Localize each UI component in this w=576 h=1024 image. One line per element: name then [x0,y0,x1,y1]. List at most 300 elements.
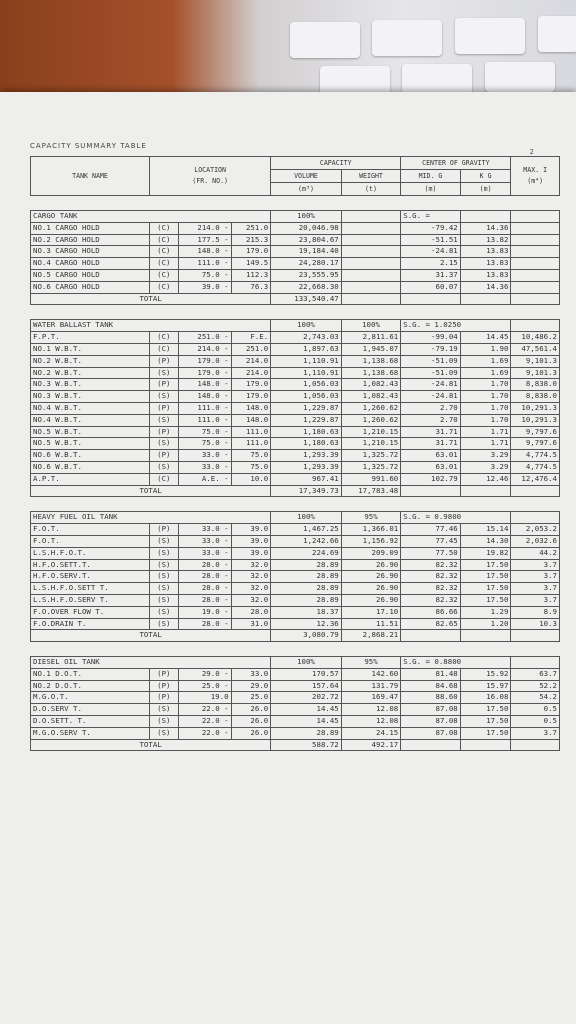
header-max-i: MAX. I (m⁴) [511,157,560,196]
volume-cell: 1,897.63 [271,343,342,355]
volume-cell: 14.45 [271,716,342,728]
tank-side: (S) [150,535,179,547]
document-title: CAPACITY SUMMARY TABLE [30,142,147,150]
table-row [31,355,560,367]
diesel-oil-table [30,656,560,751]
pct-volume: 100% [271,657,342,669]
location-from: 25.0 - [178,680,231,692]
kg-cell: 1.70 [460,402,511,414]
header-mid-g: MID. G [401,170,461,183]
location-to: 26.0 [231,727,271,739]
total-volume: 133,540.47 [271,293,342,305]
tank-name: A.P.T. [31,473,150,485]
weight-cell: 1,138.68 [341,355,401,367]
volume-cell: 22,668.30 [271,281,342,293]
max-i-cell: 2,053.2 [511,524,560,536]
volume-cell: 1,180.63 [271,426,342,438]
table-row [31,343,560,355]
kg-cell: 1.70 [460,391,511,403]
mid-g-cell: 63.01 [401,461,461,473]
mid-g-cell: -51.09 [401,367,461,379]
tank-name: NO.2 W.B.T. [31,367,150,379]
table-row [31,594,560,606]
kg-cell: 1.90 [460,343,511,355]
kg-cell: 1.70 [460,379,511,391]
total-label: TOTAL [31,485,271,497]
location-to: 32.0 [231,559,271,571]
laptop-key [455,18,525,54]
max-i-cell: 63.7 [511,668,560,680]
weight-cell: 26.90 [341,559,401,571]
max-i-cell: 52.2 [511,680,560,692]
location-from: 28.0 - [178,594,231,606]
volume-cell: 1,467.25 [271,524,342,536]
location-from: 251.0 - [178,332,231,344]
kg-cell: 14.30 [460,535,511,547]
tank-side: (C) [150,269,179,281]
volume-cell: 157.64 [271,680,342,692]
tank-side: (P) [150,450,179,462]
kg-cell: 12.46 [460,473,511,485]
tank-name: NO.1 W.B.T. [31,343,150,355]
section-title: HEAVY FUEL OIL TANK [31,512,271,524]
pct-volume: 100% [271,512,342,524]
total-row [31,630,560,642]
volume-cell: 18.37 [271,606,342,618]
header-mid-g-unit: (m) [401,183,461,196]
weight-cell [341,258,401,270]
table-row [31,258,560,270]
tank-name: F.P.T. [31,332,150,344]
tank-side: (P) [150,426,179,438]
tank-side: (S) [150,727,179,739]
location-from: 28.0 - [178,559,231,571]
volume-cell: 1,229.87 [271,402,342,414]
empty-cell [511,739,560,751]
weight-cell: 1,325.72 [341,450,401,462]
tank-name: NO.1 CARGO HOLD [31,222,150,234]
max-i-cell: 4,774.5 [511,461,560,473]
weight-cell: 1,138.68 [341,367,401,379]
location-to: 10.0 [231,473,271,485]
location-from: 22.0 - [178,704,231,716]
location-to: 214.0 [231,355,271,367]
location-to: 149.5 [231,258,271,270]
mid-g-cell: 77.46 [401,524,461,536]
mid-g-cell: 31.37 [401,269,461,281]
kg-cell: 15.92 [460,668,511,680]
section-title: WATER BALLAST TANK [31,320,271,332]
location-from: 39.0 - [178,281,231,293]
tank-name: M.G.O.T. [31,692,150,704]
weight-cell: 1,366.01 [341,524,401,536]
mid-g-cell: 88.60 [401,692,461,704]
location-from: 75.0 - [178,426,231,438]
table-row [31,332,560,344]
tank-name: NO.6 W.B.T. [31,450,150,462]
location-from: 214.0 - [178,343,231,355]
mid-g-cell: -99.04 [401,332,461,344]
tank-name: H.F.O.SETT.T. [31,559,150,571]
tank-side: (S) [150,594,179,606]
kg-cell: 15.97 [460,680,511,692]
kg-cell: 1.71 [460,426,511,438]
tank-name: NO.5 W.B.T. [31,438,150,450]
location-from: 33.0 - [178,450,231,462]
volume-cell: 23,555.95 [271,269,342,281]
kg-cell: 17.50 [460,727,511,739]
table-row [31,559,560,571]
max-i-cell: 10,291.3 [511,402,560,414]
weight-cell: 991.60 [341,473,401,485]
table-row [31,668,560,680]
location-from: 19.0 [178,692,231,704]
max-i-cell: 3.7 [511,727,560,739]
empty-cell [401,485,461,497]
kg-cell: 1.69 [460,355,511,367]
volume-cell: 14.45 [271,704,342,716]
max-i-cell: 3.7 [511,559,560,571]
mid-g-cell: 31.71 [401,438,461,450]
location-to: 148.0 [231,402,271,414]
kg-cell: 14.36 [460,222,511,234]
tank-side: (S) [150,606,179,618]
tank-side: (S) [150,414,179,426]
location-from: 22.0 - [178,727,231,739]
location-to: 26.0 [231,716,271,728]
laptop-key [538,16,576,52]
tank-side: (C) [150,281,179,293]
heavy-fuel-oil-table [30,511,560,642]
table-row [31,461,560,473]
tank-side: (P) [150,379,179,391]
volume-cell: 24,280.17 [271,258,342,270]
total-row [31,739,560,751]
cargo-tank-table [30,210,560,305]
kg-cell: 17.50 [460,583,511,595]
section-title: DIESEL OIL TANK [31,657,271,669]
volume-cell: 1,293.39 [271,450,342,462]
tank-name: L.S.H.F.O.SETT T. [31,583,150,595]
kg-cell: 3.29 [460,461,511,473]
max-i-cell [511,246,560,258]
laptop-key [402,64,472,94]
volume-cell: 20,046.98 [271,222,342,234]
header-weight-unit: (t) [341,183,401,196]
max-i-cell [511,222,560,234]
kg-cell: 13.82 [460,234,511,246]
location-from: 19.0 - [178,606,231,618]
specific-gravity: S.G. = 0.9800 [401,512,511,524]
tank-side: (C) [150,473,179,485]
max-i-cell: 9,101.3 [511,367,560,379]
volume-cell: 1,229.87 [271,414,342,426]
max-i-cell: 0.5 [511,716,560,728]
tank-name: NO.2 CARGO HOLD [31,234,150,246]
max-i-cell: 10,486.2 [511,332,560,344]
location-from: 33.0 - [178,524,231,536]
mid-g-cell: -24.81 [401,379,461,391]
weight-cell: 17.10 [341,606,401,618]
tank-side: (C) [150,258,179,270]
max-i-cell: 3.7 [511,571,560,583]
table-row [31,367,560,379]
weight-cell [341,222,401,234]
weight-cell: 1,325.72 [341,461,401,473]
location-from: 33.0 - [178,547,231,559]
location-to: 28.0 [231,606,271,618]
mid-g-cell: -79.42 [401,222,461,234]
location-from: A.E. - [178,473,231,485]
max-i-cell: 0.5 [511,704,560,716]
laptop-key [372,20,442,56]
location-from: 111.0 - [178,402,231,414]
empty-cell [401,739,461,751]
pct-weight: 95% [341,512,401,524]
specific-gravity: S.G. = 1.0250 [401,320,511,332]
weight-cell: 1,260.62 [341,414,401,426]
location-from: 214.0 - [178,222,231,234]
table-row [31,524,560,536]
tank-side: (C) [150,332,179,344]
max-i-cell: 3.7 [511,594,560,606]
mid-g-cell: -79.19 [401,343,461,355]
weight-cell: 2,811.61 [341,332,401,344]
pct-volume: 100% [271,320,342,332]
tank-side: (S) [150,367,179,379]
total-volume: 17,349.73 [271,485,342,497]
table-row [31,606,560,618]
weight-cell [341,269,401,281]
header-location: LOCATION (FR. NO.) [150,157,271,196]
max-i-cell: 54.2 [511,692,560,704]
specific-gravity: S.G. = 0.8800 [401,657,511,669]
tank-name: H.F.O.SERV.T. [31,571,150,583]
tank-name: L.S.H.F.O.T. [31,547,150,559]
location-from: 28.0 - [178,571,231,583]
location-to: 112.3 [231,269,271,281]
header-volume: VOLUME [271,170,342,183]
location-to: 179.0 [231,246,271,258]
table-row [31,234,560,246]
location-to: 32.0 [231,583,271,595]
volume-cell: 1,056.03 [271,391,342,403]
pct-weight: 100% [341,320,401,332]
kg-cell: 13.83 [460,269,511,281]
max-i-cell: 9,797.6 [511,438,560,450]
max-i-cell: 10,291.3 [511,414,560,426]
volume-cell: 28.89 [271,594,342,606]
table-row [31,473,560,485]
max-i-cell [511,234,560,246]
volume-cell: 28.89 [271,559,342,571]
mid-g-cell: 2.15 [401,258,461,270]
tank-name: M.G.O.SERV T. [31,727,150,739]
kg-cell: 17.50 [460,716,511,728]
total-volume: 588.72 [271,739,342,751]
header-weight: WEIGHT [341,170,401,183]
max-i-cell: 8,838.0 [511,391,560,403]
tank-side: (S) [150,583,179,595]
tank-side: (S) [150,618,179,630]
location-to: 32.0 [231,571,271,583]
mid-g-cell: 81.48 [401,668,461,680]
location-to: 179.0 [231,379,271,391]
kg-cell: 1.29 [460,606,511,618]
mid-g-cell: 77.50 [401,547,461,559]
weight-cell [341,246,401,258]
table-row [31,450,560,462]
location-to: 29.0 [231,680,271,692]
kg-cell: 1.71 [460,438,511,450]
max-i-cell [511,281,560,293]
table-row [31,414,560,426]
max-i-cell [511,269,560,281]
table-row [31,680,560,692]
table-row [31,391,560,403]
location-to: 214.0 [231,367,271,379]
weight-cell: 26.90 [341,583,401,595]
tank-side: (P) [150,524,179,536]
weight-cell: 1,210.15 [341,426,401,438]
header-table [30,156,560,196]
location-to: 251.0 [231,343,271,355]
kg-cell: 17.50 [460,571,511,583]
location-to: 25.0 [231,692,271,704]
location-to: 111.0 [231,426,271,438]
tank-side: (S) [150,559,179,571]
laptop-key [485,62,555,92]
table-row [31,583,560,595]
tank-side: (S) [150,461,179,473]
weight-cell: 12.08 [341,716,401,728]
weight-cell: 209.09 [341,547,401,559]
kg-cell: 13.83 [460,246,511,258]
pct-weight: 95% [341,657,401,669]
max-i-cell: 2,032.6 [511,535,560,547]
weight-cell: 1,210.15 [341,438,401,450]
empty-cell [401,630,461,642]
table-row [31,246,560,258]
location-to: 33.0 [231,668,271,680]
location-to: 32.0 [231,594,271,606]
section-title: CARGO TANK [31,211,271,223]
table-row [31,547,560,559]
specific-gravity: S.G. = [401,211,461,223]
location-from: 148.0 - [178,391,231,403]
total-weight: 17,783.48 [341,485,401,497]
location-from: 33.0 - [178,535,231,547]
tank-side: (S) [150,571,179,583]
location-from: 29.0 - [178,668,231,680]
total-label: TOTAL [31,739,271,751]
empty-cell [511,485,560,497]
kg-cell: 1.20 [460,618,511,630]
location-from: 111.0 - [178,258,231,270]
kg-cell: 15.14 [460,524,511,536]
location-to: 148.0 [231,414,271,426]
table-row [31,281,560,293]
volume-cell: 12.36 [271,618,342,630]
tank-name: F.O.T. [31,524,150,536]
weight-cell: 1,156.92 [341,535,401,547]
location-to: 75.0 [231,461,271,473]
mid-g-cell: 82.32 [401,594,461,606]
volume-cell: 1,242.66 [271,535,342,547]
max-i-cell: 44.2 [511,547,560,559]
volume-cell: 1,056.03 [271,379,342,391]
total-volume: 3,080.79 [271,630,342,642]
mid-g-cell: 82.32 [401,559,461,571]
table-row [31,222,560,234]
tank-side: (P) [150,680,179,692]
weight-cell: 1,260.62 [341,402,401,414]
empty-cell [460,293,511,305]
location-to: 215.3 [231,234,271,246]
header-kg: K G [460,170,511,183]
mid-g-cell: 31.71 [401,426,461,438]
mid-g-cell: 82.32 [401,583,461,595]
mid-g-cell: 82.65 [401,618,461,630]
kg-cell: 17.50 [460,559,511,571]
empty-cell [460,739,511,751]
tank-name: NO.3 W.B.T. [31,391,150,403]
location-to: 251.0 [231,222,271,234]
weight-cell: 1,945.07 [341,343,401,355]
location-to: 111.0 [231,438,271,450]
location-to: 39.0 [231,524,271,536]
volume-cell: 28.89 [271,583,342,595]
table-row [31,426,560,438]
laptop-key [290,22,360,58]
empty-cell [401,293,461,305]
tank-name: NO.3 W.B.T. [31,379,150,391]
max-i-cell: 4,774.5 [511,450,560,462]
location-from: 177.5 - [178,234,231,246]
tank-side: (S) [150,547,179,559]
table-row [31,571,560,583]
tank-side: (P) [150,402,179,414]
weight-cell: 1,082.43 [341,391,401,403]
tank-name: NO.6 CARGO HOLD [31,281,150,293]
tank-name: NO.5 W.B.T. [31,426,150,438]
kg-cell: 19.82 [460,547,511,559]
location-from: 148.0 - [178,246,231,258]
volume-cell: 967.41 [271,473,342,485]
kg-cell: 14.36 [460,281,511,293]
volume-cell: 23,804.67 [271,234,342,246]
total-row [31,485,560,497]
location-to: 26.0 [231,704,271,716]
weight-cell: 11.51 [341,618,401,630]
tank-side: (P) [150,355,179,367]
mid-g-cell: -51.51 [401,234,461,246]
location-to: 179.0 [231,391,271,403]
kg-cell: 16.08 [460,692,511,704]
tank-name: D.O.SETT. T. [31,716,150,728]
table-row [31,269,560,281]
header-volume-unit: (m³) [271,183,342,196]
location-to: 76.3 [231,281,271,293]
tank-name: NO.3 CARGO HOLD [31,246,150,258]
max-i-cell: 9,797.6 [511,426,560,438]
mid-g-cell: -51.09 [401,355,461,367]
tank-side: (C) [150,234,179,246]
volume-cell: 1,180.63 [271,438,342,450]
total-label: TOTAL [31,630,271,642]
mid-g-cell: 87.08 [401,727,461,739]
tank-name: F.O.T. [31,535,150,547]
